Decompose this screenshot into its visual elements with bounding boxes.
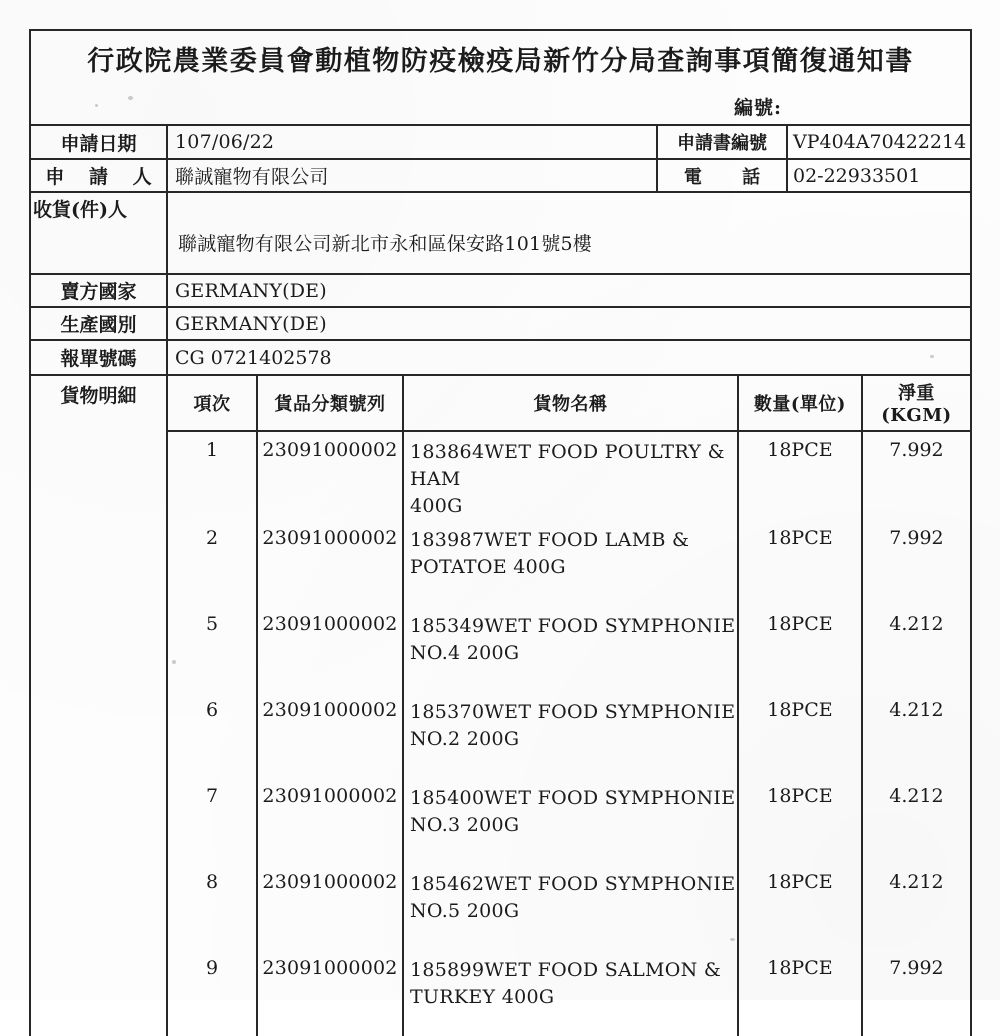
notification-document	[29, 29, 972, 1036]
column-header-code: 貨品分類號列	[257, 376, 403, 431]
goods-table-wrapper	[168, 376, 970, 1036]
table-row	[168, 606, 970, 692]
cell-code: 23091000002	[257, 431, 403, 520]
cell-weight: 4.212	[889, 784, 944, 807]
cell-code: 23091000002	[257, 692, 403, 778]
cell-weight: 4.212	[889, 870, 944, 893]
declaration-no-value: CG 0721402578	[175, 346, 332, 369]
row-applicant	[31, 160, 970, 193]
consignee-value: 聯誠寵物有限公司新北市永和區保安路101號5樓	[178, 233, 592, 255]
phone-label: 電 話	[656, 160, 788, 191]
cell-name: 183987WET FOOD LAMB & POTATOE 400G	[403, 520, 738, 606]
consignee-label: 收貨(件)人	[31, 193, 168, 273]
cell-code: 23091000002	[257, 950, 403, 1036]
cell-weight: 4.212	[889, 698, 944, 721]
serial-number-label: 編號:	[733, 97, 782, 119]
column-header-seq: 項次	[168, 376, 257, 431]
table-row	[168, 864, 970, 950]
cell-weight: 7.992	[889, 956, 944, 979]
cell-code: 23091000002	[257, 520, 403, 606]
page-title: 行政院農業委員會動植物防疫檢疫局新竹分局查詢事項簡復通知書	[87, 46, 914, 77]
cell-qty: 18PCE	[738, 692, 862, 778]
cell-name: 185370WET FOOD SYMPHONIE NO.2 200G	[403, 692, 738, 778]
cell-name: 185349WET FOOD SYMPHONIE NO.4 200G	[403, 606, 738, 692]
application-no-label: 申請書編號	[656, 126, 788, 158]
document-header	[31, 31, 970, 126]
goods-detail-section	[31, 376, 970, 1036]
cell-weight: 4.212	[889, 612, 944, 635]
goods-table-header-row	[168, 376, 970, 431]
row-origin-country	[31, 308, 970, 341]
cell-code: 23091000002	[257, 778, 403, 864]
cell-qty: 18PCE	[738, 778, 862, 864]
cell-name: 185462WET FOOD SYMPHONIE NO.5 200G	[403, 864, 738, 950]
cell-name: 183864WET FOOD POULTRY & HAM 400G	[403, 431, 738, 520]
cell-seq: 8	[168, 864, 257, 950]
cell-seq: 7	[168, 778, 257, 864]
cell-code: 23091000002	[257, 864, 403, 950]
application-no-value: VP404A70422214	[793, 131, 967, 153]
seller-country-label: 賣方國家	[31, 275, 168, 306]
cell-seq: 1	[168, 431, 257, 520]
table-row	[168, 778, 970, 864]
cell-qty: 18PCE	[738, 950, 862, 1036]
declaration-no-label: 報單號碼	[31, 341, 168, 374]
column-header-name: 貨物名稱	[403, 376, 738, 431]
seller-country-value: GERMANY(DE)	[175, 279, 327, 302]
goods-table	[168, 376, 970, 1036]
cell-qty: 18PCE	[738, 864, 862, 950]
goods-table-body	[168, 431, 970, 1036]
column-header-qty: 數量(單位)	[738, 376, 862, 431]
cell-name: 185400WET FOOD SYMPHONIE NO.3 200G	[403, 778, 738, 864]
table-row	[168, 431, 970, 520]
column-header-weight: 淨重(KGM)	[862, 376, 970, 431]
cell-seq: 9	[168, 950, 257, 1036]
cell-seq: 6	[168, 692, 257, 778]
cell-qty: 18PCE	[738, 431, 862, 520]
applicant-label: 申 請 人	[31, 160, 168, 191]
row-consignee	[31, 193, 970, 275]
origin-country-label: 生產國別	[31, 308, 168, 339]
phone-value: 02-22933501	[793, 164, 921, 187]
cell-code: 23091000002	[257, 606, 403, 692]
cell-weight: 7.992	[889, 526, 944, 549]
cell-seq: 5	[168, 606, 257, 692]
cell-qty: 18PCE	[738, 606, 862, 692]
row-declaration-no	[31, 341, 970, 376]
origin-country-value: GERMANY(DE)	[175, 312, 327, 335]
table-row	[168, 520, 970, 606]
table-row	[168, 692, 970, 778]
cell-name: 185899WET FOOD SALMON & TURKEY 400G	[403, 950, 738, 1036]
row-seller-country	[31, 275, 970, 308]
cell-qty: 18PCE	[738, 520, 862, 606]
application-date-value: 107/06/22	[175, 131, 275, 153]
application-date-label: 申請日期	[31, 126, 168, 158]
cell-seq: 2	[168, 520, 257, 606]
row-application-date	[31, 126, 970, 160]
cell-weight: 7.992	[889, 439, 944, 461]
applicant-value: 聯誠寵物有限公司	[175, 166, 329, 188]
table-row	[168, 950, 970, 1036]
goods-detail-label: 貨物明細	[31, 376, 168, 1036]
